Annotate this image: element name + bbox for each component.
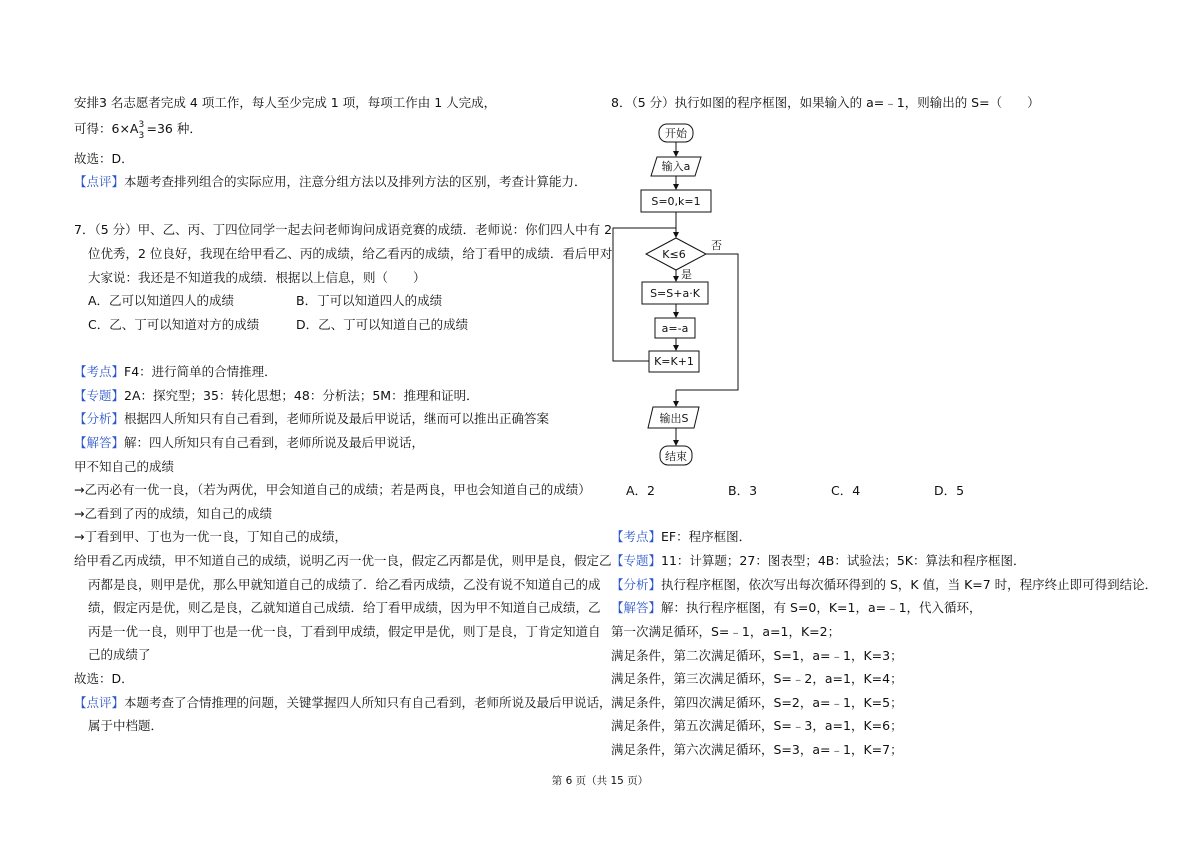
kaodian-tag: 【考点】 <box>74 364 125 379</box>
solution-line: 丙都是良，则甲是优，那么甲就知道自己的成绩了．给乙看丙成绩，乙没有说不知道自己的成 <box>88 577 601 592</box>
dianping-text: 本题考查了合情推理的问题，关键掌握四人所知只有自己看到，老师所说及最后甲说话， <box>124 695 612 710</box>
option-a: A．乙可以知道四人的成绩 <box>88 293 235 308</box>
formula-line <box>74 121 202 139</box>
kaodian-line <box>611 529 751 545</box>
kaodian-text: F4：进行简单的合情推理． <box>124 364 277 379</box>
perm-sup: 3 <box>138 120 145 130</box>
formula-superscript <box>138 120 146 141</box>
fenxi-line <box>74 411 549 427</box>
question-8-line: 8．（5 分）执行如图的程序框图，如果输入的 a=﹣1，则输出的 S=（ ） <box>611 95 1040 110</box>
option-d: D．5 <box>934 483 965 498</box>
solution-line: 己的成绩了 <box>88 647 151 662</box>
yes-label: 是 <box>681 268 692 281</box>
flowchart <box>605 118 785 478</box>
solution-line: →乙看到了丙的成绩，知自己的成绩 <box>74 506 272 521</box>
decision-label: K≤6 <box>662 248 686 261</box>
iteration-line: 第一次满足循环，S=﹣1，a=1，K=2； <box>611 624 841 639</box>
perm-sub: 3 <box>138 131 145 141</box>
iteration-line: 满足条件，第四次满足循环，S=2，a=﹣1，K=5； <box>611 695 903 710</box>
dianping-line <box>74 695 612 711</box>
iteration-line: 满足条件，第三次满足循环，S=﹣2，a=1，K=4； <box>611 671 903 686</box>
jieda-line <box>74 435 424 451</box>
output-label: 输出S <box>659 412 689 425</box>
jieda-text: 解：执行程序框图，有 S=0，K=1，a=﹣1，代入循环， <box>661 600 982 615</box>
jieda-text: 解：四人所知只有自己看到，老师所说及最后甲说话， <box>124 435 425 450</box>
jieda-tag: 【解答】 <box>74 435 125 450</box>
solution-line: 给甲看乙丙成绩，甲不知道自己的成绩，说明乙丙一优一良，假定乙丙都是优，则甲是良，假定乙 <box>74 553 612 568</box>
fenxi-text: 执行程序框图，依次写出每次循环得到的 S，K 值，当 K=7 时，程序终止即可得到结论． <box>661 577 1158 592</box>
zhuanti-line <box>611 553 1026 569</box>
zhuanti-tag: 【专题】 <box>611 553 662 568</box>
option-c: C．乙、丁可以知道对方的成绩 <box>88 317 260 332</box>
option-b: B．丁可以知道四人的成绩 <box>296 293 443 308</box>
dianping-line: 属于中档题． <box>88 718 164 733</box>
option-c: C．4 <box>831 483 861 498</box>
comment-line <box>74 174 587 190</box>
dianping-tag: 【点评】 <box>74 695 125 710</box>
fenxi-tag: 【分析】 <box>611 577 662 592</box>
kaodian-tag: 【考点】 <box>611 529 662 544</box>
iteration-line: 满足条件，第五次满足循环，S=﹣3，a=1，K=6； <box>611 718 903 733</box>
option-b: B．3 <box>728 483 758 498</box>
text-line: 故选：D． <box>74 151 134 166</box>
formula-suffix: =36 种． <box>146 121 202 136</box>
zhuanti-tag: 【专题】 <box>74 388 125 403</box>
zhuanti-text: 11：计算题；27：图表型；4B：试验法；5K：算法和程序框图． <box>661 553 1026 568</box>
page-footer: 第 6 页（共 15 页） <box>551 775 649 787</box>
input-label: 输入a <box>661 160 691 173</box>
step1-label: S=S+a·K <box>650 287 700 300</box>
text-line: 安排3 名志愿者完成 4 项工作，每人至少完成 1 项，每项工作由 1 人完成， <box>74 95 497 110</box>
question-7-line: 大家说：我还是不知道我的成绩．根据以上信息，则（ ） <box>88 270 426 285</box>
fenxi-text: 根据四人所知只有自己看到，老师所说及最后甲说话，继而可以推出正确答案 <box>124 411 550 426</box>
no-label: 否 <box>711 239 722 252</box>
solution-line: 绩，假定丙是优，则乙是良，乙就知道自己成绩．给丁看甲成绩，因为甲不知道自己成绩，乙 <box>88 600 601 615</box>
solution-line: 甲不知自己的成绩 <box>74 459 175 474</box>
solution-line: →丁看到甲、丁也为一优一良，丁知自己的成绩， <box>74 529 347 544</box>
option-d: D．乙、丁可以知道自己的成绩 <box>296 317 469 332</box>
iteration-line: 满足条件，第二次满足循环，S=1，a=﹣1，K=3； <box>611 648 903 663</box>
option-a: A．2 <box>626 483 656 498</box>
iteration-line: 满足条件，第六次满足循环，S=3，a=﹣1，K=7； <box>611 742 903 757</box>
jieda-tag: 【解答】 <box>611 600 662 615</box>
step2-label: a=-a <box>661 322 689 335</box>
fenxi-tag: 【分析】 <box>74 411 125 426</box>
jieda-line <box>611 600 982 616</box>
kaodian-line <box>74 364 277 380</box>
comment-text: 本题考查排列组合的实际应用，注意分组方法以及排列方法的区别，考查计算能力． <box>124 174 587 189</box>
zhuanti-text: 2A：探究型；35：转化思想；48：分析法；5M：推理和证明． <box>124 388 479 403</box>
solution-line: →乙丙必有一优一良，（若为两优，甲会知道自己的成绩；若是两良，甲也会知道自己的成绩） <box>74 482 591 497</box>
fenxi-line <box>611 577 1157 593</box>
zhuanti-line <box>74 388 479 404</box>
kaodian-text: EF：程序框图． <box>661 529 752 544</box>
question-7-line: 7．（5 分）甲、乙、丙、丁四位同学一起去问老师询问成语竞赛的成绩．老师说：你们四人中有 2 <box>74 222 613 237</box>
comment-tag: 【点评】 <box>74 174 125 189</box>
end-label: 结束 <box>665 450 687 463</box>
init-label: S=0,k=1 <box>651 195 701 208</box>
question-7-line: 位优秀，2 位良好，我现在给甲看乙、丙的成绩，给乙看丙的成绩，给丁看甲的成绩．看后甲对 <box>88 246 613 261</box>
start-label: 开始 <box>665 127 687 140</box>
step3-label: K=K+1 <box>654 355 694 368</box>
answer-line: 故选：D． <box>74 671 134 686</box>
formula-prefix: 可得：6×A <box>74 121 139 136</box>
solution-line: 丙是一优一良，则甲丁也是一优一良，丁看到甲成绩，假定甲是优，则丁是良，丁肯定知道自 <box>88 624 601 639</box>
